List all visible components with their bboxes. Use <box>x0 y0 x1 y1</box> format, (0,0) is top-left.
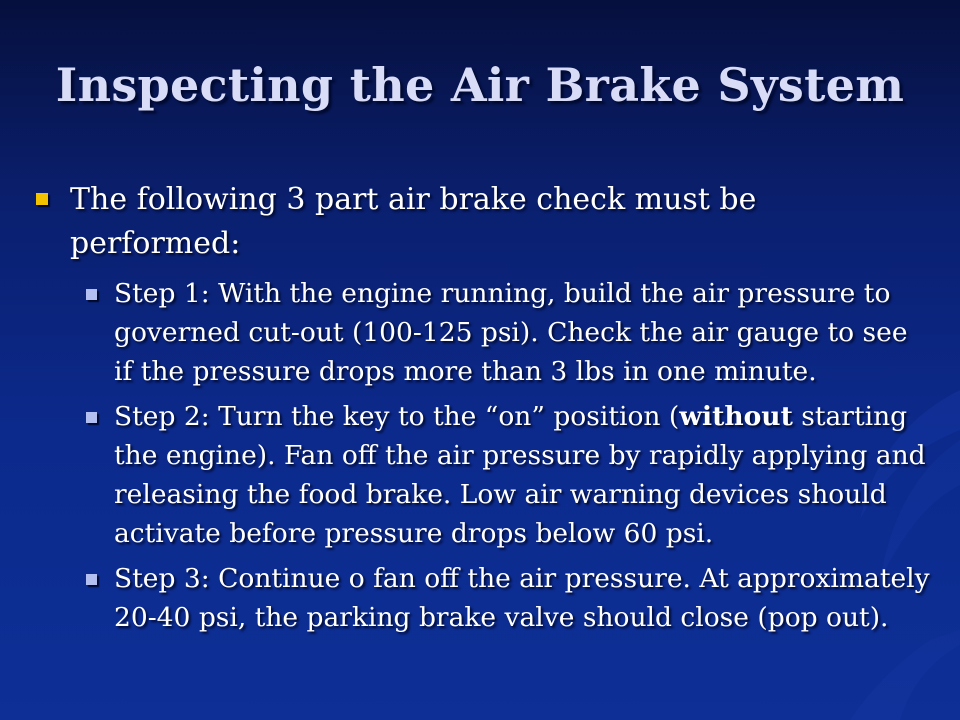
step-3-text: Step 3: Continue o fan off the air pressure. At approximately 20-40 psi, the parking brake valve should close (pop out). <box>114 563 930 633</box>
square-bullet-icon <box>86 412 97 423</box>
list-item-step-3 <box>34 559 934 637</box>
step-2-text-before: Step 2: Turn the key to the “on” position ( <box>114 401 680 432</box>
list-item-intro <box>34 178 934 266</box>
square-bullet-icon <box>86 289 97 300</box>
step-2-emphasis: without <box>679 401 793 432</box>
intro-text: The following 3 part air brake check must be performed: <box>70 182 757 261</box>
slide-title: Inspecting the Air Brake System <box>55 58 905 112</box>
list-item-step-1 <box>34 274 934 391</box>
bullet-list <box>34 178 934 643</box>
step-1-text: Step 1: With the engine running, build the air pressure to governed cut-out (100-125 psi). Check the air gauge to see if the pressure drops more than 3 lbs in one minute. <box>114 278 908 387</box>
square-bullet-icon <box>86 574 97 585</box>
square-bullet-icon <box>36 193 48 205</box>
step-2-text-after: starting the engine). Fan off the air pressure by rapidly applying and releasing the food brake. Low air warning devices should activate before pressure drops below 60 psi. <box>114 401 926 549</box>
list-item-step-2 <box>34 397 934 553</box>
